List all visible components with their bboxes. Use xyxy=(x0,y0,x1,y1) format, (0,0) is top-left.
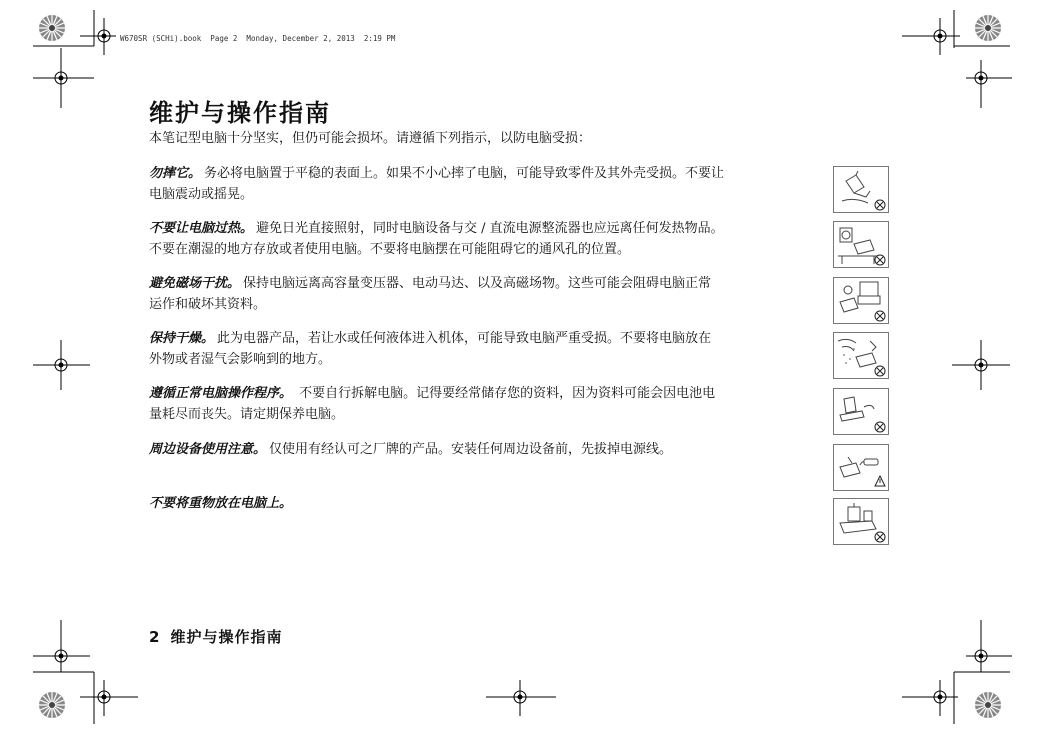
section-text: 此为电器产品，若让水或任何液体进入机体，可能导致电脑严重受损。不要将电脑放在 xyxy=(217,331,712,346)
section-lead: 勿摔它。 xyxy=(149,166,202,181)
peripheral-warning-icon xyxy=(833,444,889,491)
section-text: 运作和破坏其资料。 xyxy=(149,297,267,312)
section-text: 外物或者湿气会影响到的地方。 xyxy=(149,352,332,367)
section-overheat xyxy=(149,218,825,260)
intro-text: 本笔记型电脑十分坚实，但仍可能会损坏。请遵循下列指示，以防电脑受损： xyxy=(149,131,592,146)
section-text: 不要自行拆解电脑。记得要经常储存您的资料，因为资料可能会因电池电 xyxy=(295,386,716,401)
liquid-spill-icon xyxy=(833,332,889,379)
section-text: 仅使用有经认可之厂牌的产品。安装任何周边设备前，先拔掉电源线。 xyxy=(269,442,673,457)
page-footer xyxy=(149,626,282,647)
section-lead: 周边设备使用注意。 xyxy=(149,442,267,457)
magnetic-interference-icon xyxy=(833,277,889,324)
section-lead: 保持干燥。 xyxy=(149,331,215,346)
section-lead: 不要将重物放在电脑上。 xyxy=(149,496,293,511)
section-peripheral xyxy=(149,439,825,460)
section-heavy xyxy=(149,493,825,514)
section-lead: 不要让电脑过热。 xyxy=(149,221,254,236)
dropped-laptop-icon xyxy=(833,166,889,213)
page-number: 2 xyxy=(149,628,161,646)
section-lead: 避免磁场干扰。 xyxy=(149,276,241,291)
section-text: 务必将电脑置于平稳的表面上。如果不小心摔了电脑，可能导致零件及其外壳受损。不要让 xyxy=(204,166,725,181)
footer-title: 维护与操作指南 xyxy=(170,628,283,646)
section-text: 量耗尽而丧失。请定期保养电脑。 xyxy=(149,407,345,422)
section-text: 保持电脑远离高容量变压器、电动马达、以及高磁场物。这些可能会阻碍电脑正常 xyxy=(243,276,712,291)
overheat-laptop-icon xyxy=(833,221,889,268)
section-text: 避免日光直接照射，同时电脑设备与交 / 直流电源整流器也应远离任何发热物品。 xyxy=(256,221,724,236)
heavy-object-icon xyxy=(833,498,889,545)
section-magnetic xyxy=(149,273,825,315)
section-text: 电脑震动或摇晃。 xyxy=(149,187,254,202)
section-dry xyxy=(149,328,825,370)
section-text: 不要在潮湿的地方存放或者使用电脑。不要将电脑摆在可能阻碍它的通风孔的位置。 xyxy=(149,242,631,257)
section-drop xyxy=(149,163,825,205)
section-procedure xyxy=(149,383,825,425)
power-off-icon xyxy=(833,388,889,435)
file-info-header: W670SR (SCHi).book Page 2 Monday, December 2, 2013 2:19 PM xyxy=(120,34,396,43)
section-lead: 遵循正常电脑操作程序。 xyxy=(149,386,293,401)
page-title: 维护与操作指南 xyxy=(149,99,331,127)
